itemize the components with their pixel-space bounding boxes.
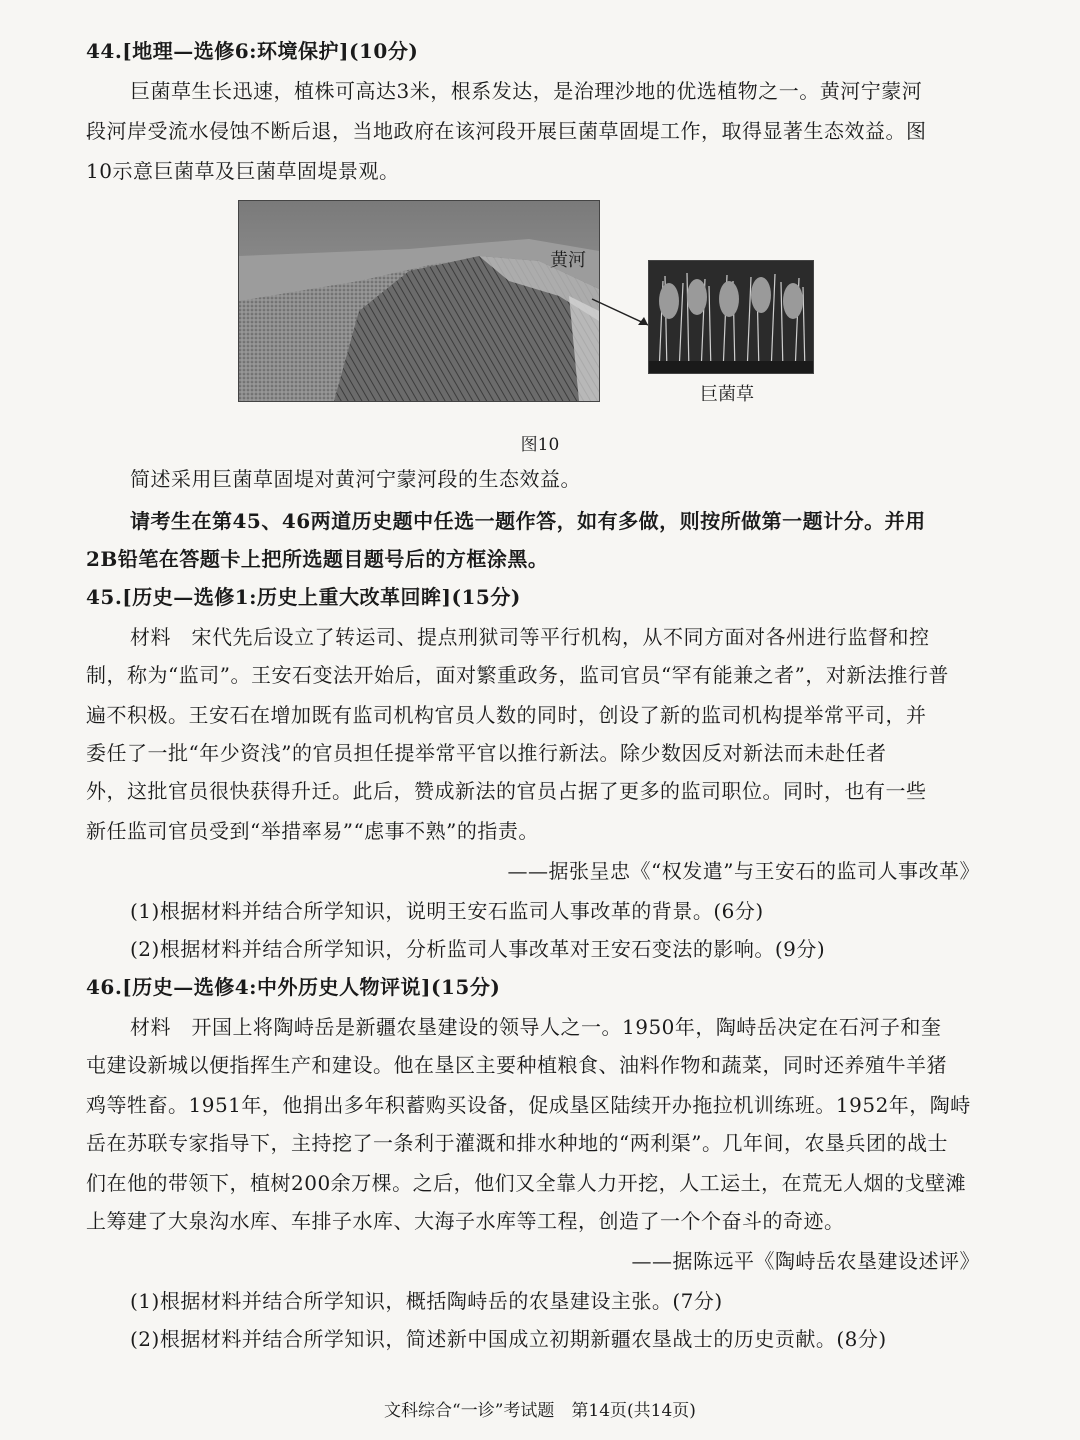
q44-number: 44. [86, 39, 123, 63]
q46-source: ——据陈远平《陶峙岳农垦建设述评》 [631, 1249, 980, 1273]
q45-text-line: 委任了一批“年少资浅”的官员担任提举常平官以推行新法。除少数因反对新法而未赴任者 [86, 741, 887, 765]
q45-text-line: 材料 宋代先后设立了转运司、提点刑狱司等平行机构，从不同方面对各州进行监督和控 [130, 625, 930, 649]
q46-text-line: 屯建设新城以便指挥生产和建设。他在垦区主要种植粮食、油料作物和蔬菜，同时还养殖牛羊猪 [86, 1053, 947, 1077]
q46-subquestion-2: (2)根据材料并结合所学知识，简述新中国成立初期新疆农垦战士的历史贡献。(8分) [130, 1327, 887, 1351]
q45-text-line: 制，称为“监司”。王安石变法开始后，面对繁重政务，监司官员“罕有能兼之者”，对新法推行普 [86, 663, 949, 687]
q46-text-line: 岳在苏联专家指导下，主持挖了一条利于灌溉和排水种地的“两利渠”。几年间，农垦兵团的战士 [86, 1131, 948, 1155]
q45-text-line: 遍不积极。王安石在增加既有监司机构官员人数的同时，创设了新的监司机构提举常平司，并 [86, 703, 927, 727]
q44-text-line: 10示意巨菌草及巨菌草固堤景观。 [86, 159, 400, 183]
q45-number: 45. [86, 585, 123, 609]
q45-source: ——据张呈忠《“权发遣”与王安石的监司人事改革》 [507, 859, 980, 883]
q46-text-line: 鸡等牲畜。1951年，他捐出多年积蓄购买设备，促成垦区陆续开办拖拉机训练班。1952年，陶峙 [86, 1093, 971, 1117]
grass-label: 巨菌草 [700, 384, 754, 405]
q45-heading [86, 584, 980, 610]
q45-subquestion-1: (1)根据材料并结合所学知识，说明王安石监司人事改革的背景。(6分) [130, 899, 764, 923]
q46-subquestion-1: (1)根据材料并结合所学知识，概括陶峙岳的农垦建设主张。(7分) [130, 1289, 723, 1313]
q46-text-line: 上筹建了大泉沟水库、车排子水库、大海子水库等工程，创造了一个个奋斗的奇迹。 [86, 1209, 845, 1233]
q46-text-line: 材料 开国上将陶峙岳是新疆农垦建设的领导人之一。1950年，陶峙岳决定在石河子和奎 [130, 1015, 942, 1039]
figure-caption: 图10 [520, 435, 560, 455]
q44-title: [地理—选修6:环境保护](10分) [122, 39, 419, 63]
q46-text-line: 们在他的带领下，植树200余万棵。之后，他们又全靠人力开挖，人工运土，在荒无人烟的戈壁滩 [86, 1171, 967, 1195]
q44-heading [86, 38, 980, 64]
notice-line: 请考生在第45、46两道历史题中任选一题作答，如有多做，则按所做第一题计分。并用 [130, 509, 926, 533]
page-footer: 文科综合“一诊”考试题 第14页(共14页) [384, 1401, 696, 1421]
q45-title: [历史—选修1:历史上重大改革回眸](15分) [122, 585, 521, 609]
q46-title: [历史—选修4:中外历史人物评说](15分) [122, 975, 501, 999]
q44-text-line: 段河岸受流水侵蚀不断后退，当地政府在该河段开展巨菌草固堤工作，取得显著生态效益。图 [86, 119, 927, 143]
notice-line: 2B铅笔在答题卡上把所选题目题号后的方框涂黑。 [86, 547, 549, 571]
q45-text-line: 新任监司官员受到“举措率易”“虑事不熟”的指责。 [86, 819, 539, 843]
q45-subquestion-2: (2)根据材料并结合所学知识，分析监司人事改革对王安石变法的影响。(9分) [130, 937, 826, 961]
q46-number: 46. [86, 975, 123, 999]
river-label: 黄河 [550, 250, 586, 271]
q46-heading [86, 974, 980, 1000]
q44-text-line: 巨菌草生长迅速，植株可高达3米，根系发达，是治理沙地的优选植物之一。黄河宁蒙河 [130, 79, 923, 103]
q44-question: 简述采用巨菌草固堤对黄河宁蒙河段的生态效益。 [130, 467, 581, 491]
grass-photo [648, 260, 814, 374]
q45-text-line: 外，这批官员很快获得升迁。此后，赞成新法的官员占据了更多的监司职位。同时，也有一些 [86, 779, 927, 803]
embankment-photo [238, 200, 600, 402]
